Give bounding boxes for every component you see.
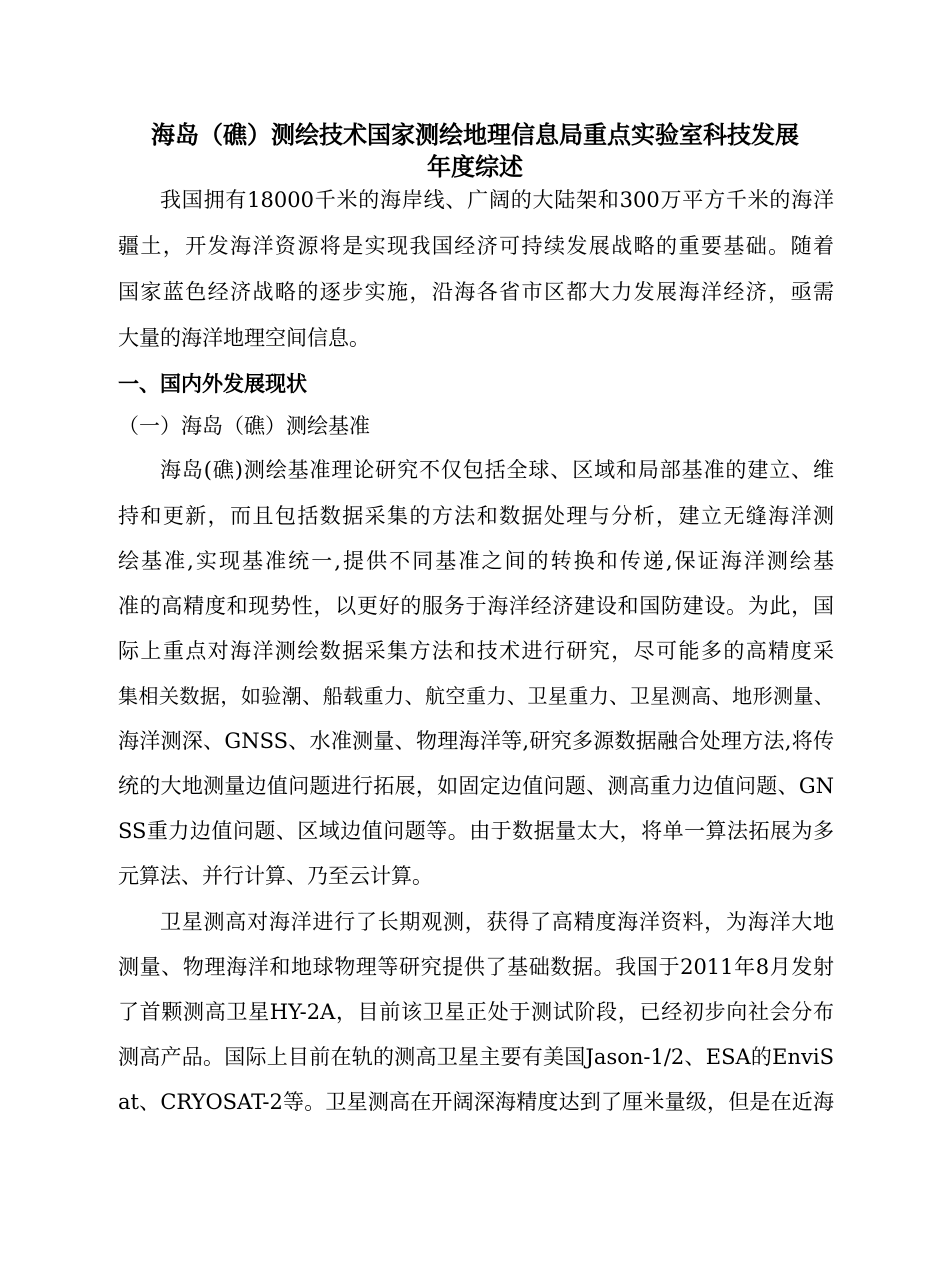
document-title-line-1: 海岛（礁）测绘技术国家测绘地理信息局重点实验室科技发展 <box>151 121 799 149</box>
body-line: 测高产品。国际上目前在轨的测高卫星主要有美国Jason-1/2、ESA的EnviS <box>118 1045 834 1069</box>
body-line: 了首颗测高卫星HY-2A，目前该卫星正处于测试阶段，已经初步向社会分布 <box>118 1000 834 1024</box>
body-line: 持和更新，而且包括数据采集的方法和数据处理与分析，建立无缝海洋测 <box>118 504 834 528</box>
body-line: 统的大地测量边值问题进行拓展，如固定边值问题、测高重力边值问题、GN <box>118 774 834 798</box>
document-title-line-2: 年度综述 <box>427 153 523 181</box>
body-line: at、CRYOSAT-2等。卫星测高在开阔深海精度达到了厘米量级，但是在近海 <box>118 1090 834 1114</box>
body-line: SS重力边值问题、区域边值问题等。由于数据量太大，将单一算法拓展为多 <box>118 819 834 843</box>
intro-line: 疆土，开发海洋资源将是实现我国经济可持续发展战略的重要基础。随着 <box>118 234 834 258</box>
body-line: 绘基准,实现基准统一,提供不同基准之间的转换和传递,保证海洋测绘基 <box>118 549 834 573</box>
body-line: 卫星测高对海洋进行了长期观测，获得了高精度海洋资料，为海洋大地 <box>160 910 834 934</box>
intro-line: 我国拥有18000千米的海岸线、广阔的大陆架和300万平方千米的海洋 <box>160 188 834 212</box>
section-heading: 一、国内外发展现状 <box>118 372 307 396</box>
body-line: 海岛(礁)测绘基准理论研究不仅包括全球、区域和局部基准的建立、维 <box>160 458 834 482</box>
body-line: 准的高精度和现势性，以更好的服务于海洋经济建设和国防建设。为此，国 <box>118 594 834 618</box>
body-line: 集相关数据，如验潮、船载重力、航空重力、卫星重力、卫星测高、地形测量、 <box>118 684 834 708</box>
intro-line: 大量的海洋地理空间信息。 <box>118 326 370 350</box>
subsection-heading: （一）海岛（礁）测绘基准 <box>118 414 370 438</box>
body-line: 海洋测深、GNSS、水准测量、物理海洋等,研究多源数据融合处理方法,将传 <box>118 729 834 753</box>
body-line: 际上重点对海洋测绘数据采集方法和技术进行研究，尽可能多的高精度采 <box>118 639 834 663</box>
body-line: 测量、物理海洋和地球物理等研究提供了基础数据。我国于2011年8月发射 <box>118 955 834 979</box>
intro-line: 国家蓝色经济战略的逐步实施，沿海各省市区都大力发展海洋经济，亟需 <box>118 280 834 304</box>
body-line: 元算法、并行计算、乃至云计算。 <box>118 864 433 888</box>
